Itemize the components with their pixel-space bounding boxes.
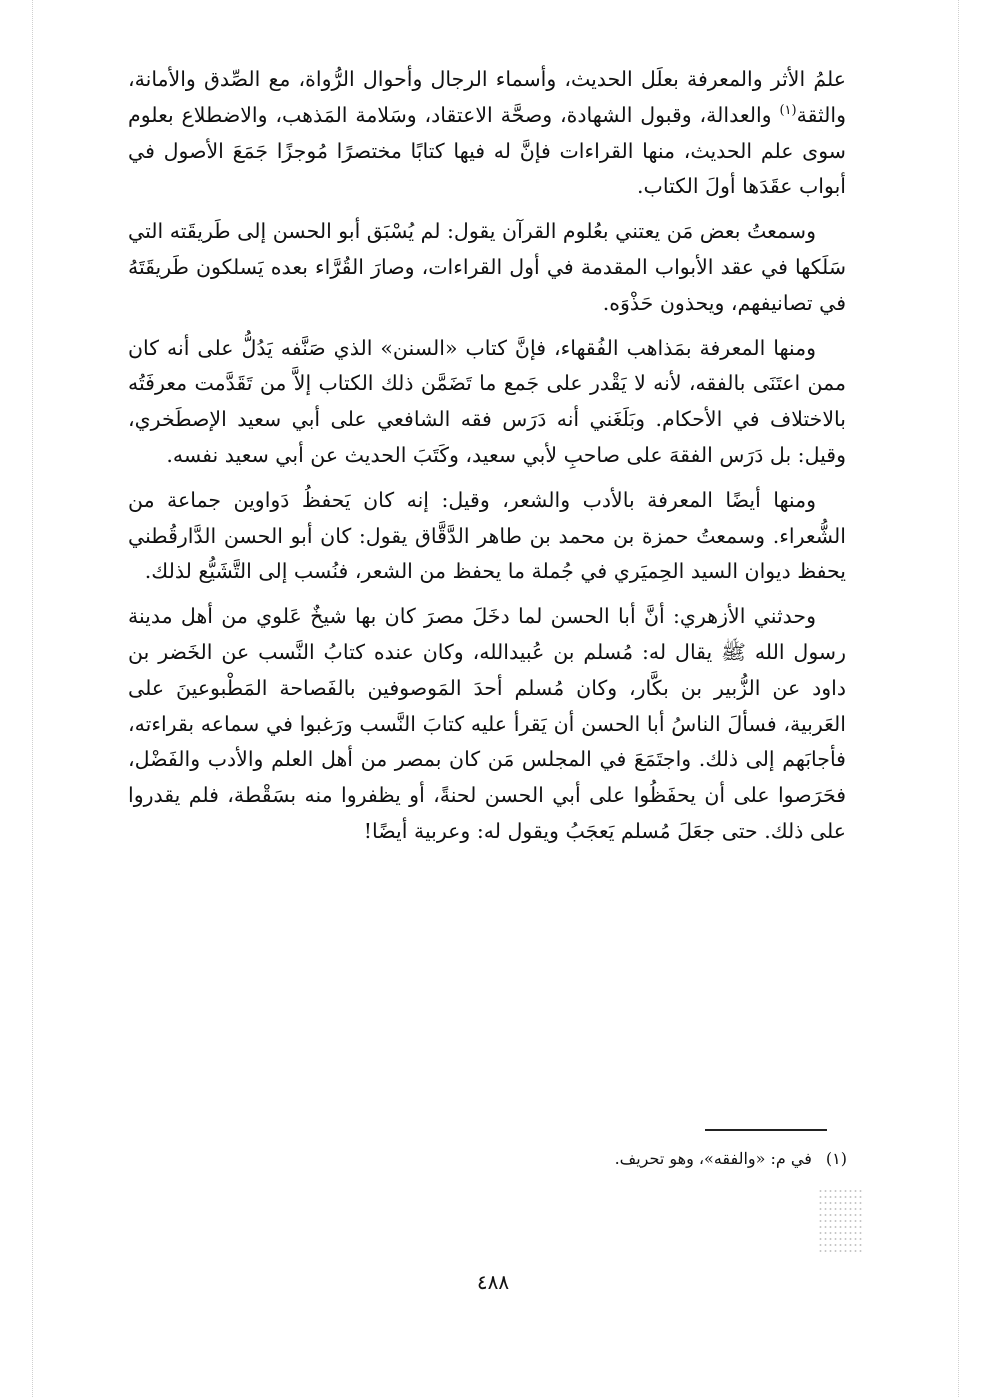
scan-artifact-line (32, 0, 33, 1397)
main-text (128, 62, 846, 850)
paragraph-text: علمُ الأثر والمعرفة بعلَل الحديث، وأسماء الرجال وأحوال الرُّواة، مع الصِّدق والأمانة، والثقة (128, 67, 846, 127)
page-number: ٤٨٨ (476, 1270, 510, 1294)
paragraph (128, 62, 846, 205)
footnote-text: في م: «والفقه»، وهو تحريف. (614, 1149, 812, 1168)
paragraph: ومنها أيضًا المعرفة بالأدب والشعر، وقيل: إنه كان يَحفظُ دَواوين جماعة من الشُّعراء. وسمعتُ حمزة بن محمد بن طاهر الدَّقَّاق يقول: كان أبو الحسن الدَّارقُطني يحفظ ديوان السيد الحِميَري في جُملة ما يحفظ من الشعر، فنُسب إلى التَّشَيُّع لذلك. (128, 487, 846, 584)
footnote-marker: (١) (779, 102, 797, 118)
footnote (347, 1147, 847, 1171)
paragraph: وحدثني الأزهري: أنَّ أبا الحسن لما دخَلَ مصرَ كان بها شيخٌ عَلوي من أهل مدينة رسول الله ﷺ يقال له: مُسلم بن عُبيدالله، وكان عنده كتابُ النَّسب عن الخَضر بن داود عن الزُّبير بن بكَّار، وكان مُسلم أحدَ المَوصوفين بالفَصاحة المَطْبوعينَ على العَربية، فسألَ الناسُ أبا الحسن أن يَقرأ عليه كتابَ النَّسب ورَغبوا في سماعه بقراءته، فأجابَهم إلى ذلك. واجتَمَعَ في المجلس مَن كان بمصر من أهل العلم والأدب والفَضْل، فحَرَصوا على أن يحفَظُوا على أبي الحسن لحنةً، أو يظفروا منه بسَقْطة، فلم يقدروا على ذلك. حتى جعَلَ مُسلم يَعجَبُ ويقول له: وعربية أيضًا! (128, 604, 846, 843)
footnote-number: (١) (825, 1149, 847, 1168)
paragraph: وسمعتُ بعض مَن يعتني بعُلوم القرآن يقول: لم يُسْبَق أبو الحسن إلى طَريقَته التي سَلَكها في عقد الأبواب المقدمة في أول القراءات، وصارَ القُرَّاء بعده يَسلكون طَريقَتَهُ في تصانيفهم، ويحذون حَذْوَه. (128, 219, 846, 315)
footnote-separator (705, 1129, 827, 1131)
scan-speckle (818, 1188, 862, 1254)
scan-artifact-line (958, 0, 959, 1397)
paragraph-text: والعدالة، وقبول الشهادة، وصحَّة الاعتقاد، وسَلامة المَذهب، والاضطلاع بعلوم سوى علم الحديث، منها القراءات فإنَّ له فيها كتابًا مختصرًا مُوجزًا جَمَعَ الأصول في أبواب عقَدَها أولَ الكتاب. (128, 102, 846, 199)
paragraph: ومنها المعرفة بمَذاهب الفُقهاء، فإنَّ كتاب «السنن» الذي صَنَّفه يَدُلُّ على أنه كان ممن اعتَنَى بالفقه، لأنه لا يَقْدر على جَمع ما تَضَمَّن ذلك الكتاب إلاَّ من تَقَدَّمت معرفَتُه بالاختلاف في الأحكام. وبَلَغَني أنه دَرَس فقه الشافعي على أبي سعيد الإصطَخري، وقيل: بل دَرَس الفقهَ على صاحبِ لأبي سعيد، وكَتَبَ الحديث عن أبي سعيد نفسه. (128, 335, 846, 467)
